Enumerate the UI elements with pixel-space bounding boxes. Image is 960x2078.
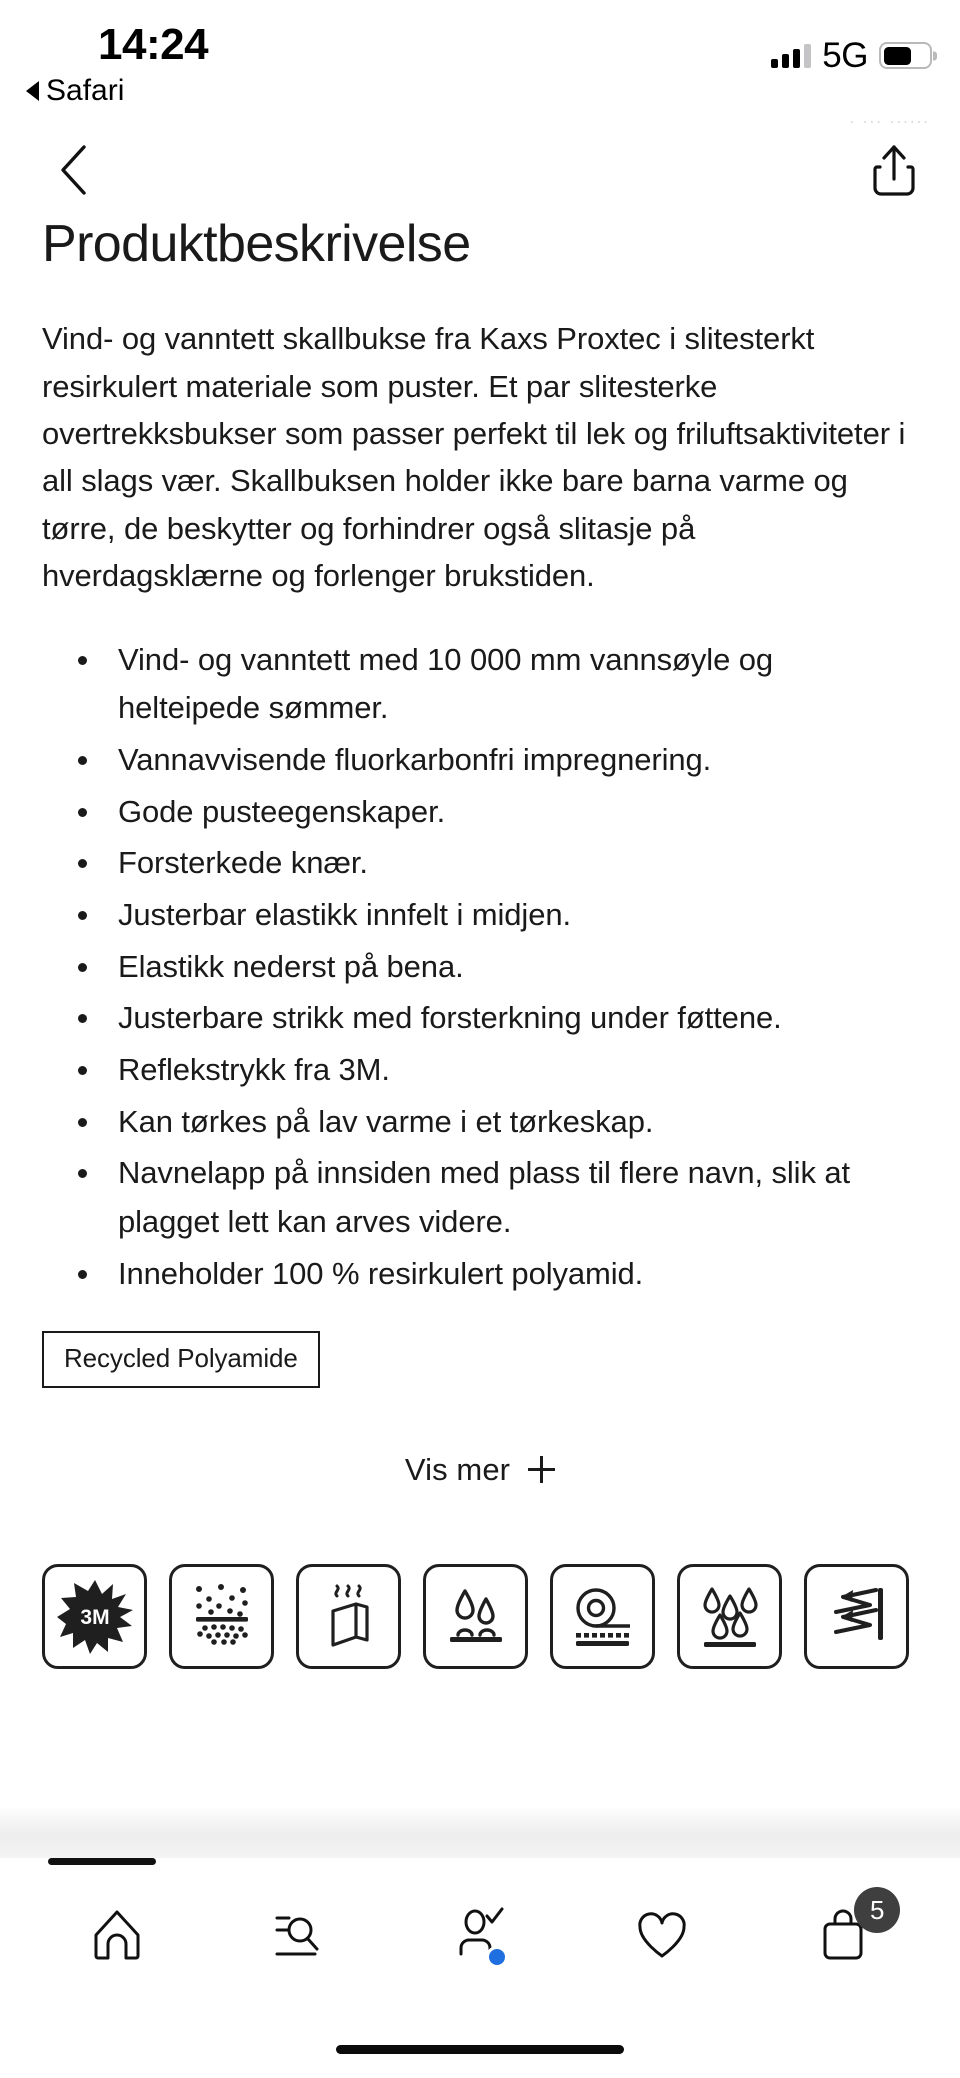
navigation-bar (0, 128, 960, 214)
page-scroll-indicator[interactable] (48, 1858, 156, 1865)
heart-icon (631, 1904, 693, 1966)
back-to-app-label: Safari (46, 74, 125, 107)
dirt-repellent-icon (169, 1564, 274, 1669)
page-title: Produktbeskrivelse (42, 215, 471, 273)
account-status-dot (486, 1946, 508, 1968)
list-item: Vannavvisende fluorkarbonfri impregnering. (70, 736, 916, 785)
search-list-icon (267, 1904, 329, 1966)
home-indicator (336, 2045, 624, 2054)
tab-favorites[interactable] (592, 1904, 732, 2000)
product-description-section (0, 216, 960, 1669)
status-bar-time: 14:24 (98, 20, 209, 69)
share-up-icon (872, 143, 916, 197)
waterproof-icon (677, 1564, 782, 1669)
scrolled-ghost-text: . ... ...... (849, 108, 930, 127)
status-bar (0, 0, 960, 118)
tab-account[interactable] (410, 1904, 550, 2000)
water-repellent-icon (423, 1564, 528, 1669)
list-item: Justerbar elastikk innfelt i midjen. (70, 891, 916, 940)
windproof-icon (804, 1564, 909, 1669)
network-type-label: 5G (822, 36, 868, 75)
bottom-tab-bar (0, 1866, 960, 2016)
intro-paragraph: Vind- og vanntett skallbukse fra Kaxs Proxtec i slitesterkt resirkulert materiale som puster. Et par slitesterke overtrekksbukser som passer perfekt til lek og friluftsaktiviteter i all slags vær. Skallbuksen holder ikke bare barna varme og tørre, de beskytter og forhindrer også slitasje på hverdagsklærne og forlenger brukstiden. (42, 321, 906, 594)
show-more-label: Vis mer (404, 1451, 511, 1487)
plus-icon (528, 1456, 555, 1483)
status-bar-indicators (771, 38, 932, 73)
cart-icon-wrapper (812, 1895, 885, 1969)
material-badge: Recycled Polyamide (42, 1331, 320, 1388)
breathable-icon (296, 1564, 401, 1669)
cellular-signal-icon (771, 44, 811, 68)
show-more-button[interactable] (0, 1444, 960, 1496)
list-item: Elastikk nederst på bena. (70, 943, 916, 992)
chevron-left-icon (59, 144, 89, 196)
list-item: Navnelapp på innsiden med plass til flere navn, slik at plagget lett kan arves videre. (70, 1149, 916, 1246)
list-item: Gode pusteegenskaper. (70, 788, 916, 837)
list-item: Inneholder 100 % resirkulert polyamid. (70, 1250, 916, 1299)
3m-label: 3M (79, 1606, 110, 1630)
tab-home[interactable] (47, 1904, 187, 2000)
tab-search[interactable] (228, 1904, 368, 2000)
cart-badge: 5 (854, 1887, 900, 1933)
3m-reflective-icon (42, 1564, 147, 1669)
list-item: Reflekstrykk fra 3M. (70, 1046, 916, 1095)
content-fade-overlay (0, 1806, 960, 1858)
home-icon (86, 1904, 148, 1966)
back-to-safari-button[interactable] (26, 74, 124, 108)
feature-list (70, 636, 916, 1299)
list-item: Forsterkede knær. (70, 839, 916, 888)
list-item: Justerbare strikk med forsterkning under føttene. (70, 994, 916, 1043)
back-button[interactable] (48, 142, 100, 198)
product-symbol-row (42, 1564, 942, 1669)
share-button[interactable] (866, 140, 922, 200)
list-item: Vind- og vanntett med 10 000 mm vannsøyle og helteipede sømmer. (70, 636, 916, 733)
back-triangle-icon (26, 81, 39, 101)
list-item: Kan tørkes på lav varme i et tørkeskap. (70, 1098, 916, 1147)
taped-seams-icon (550, 1564, 655, 1669)
battery-icon (879, 42, 932, 69)
tab-cart[interactable] (773, 1895, 913, 2000)
